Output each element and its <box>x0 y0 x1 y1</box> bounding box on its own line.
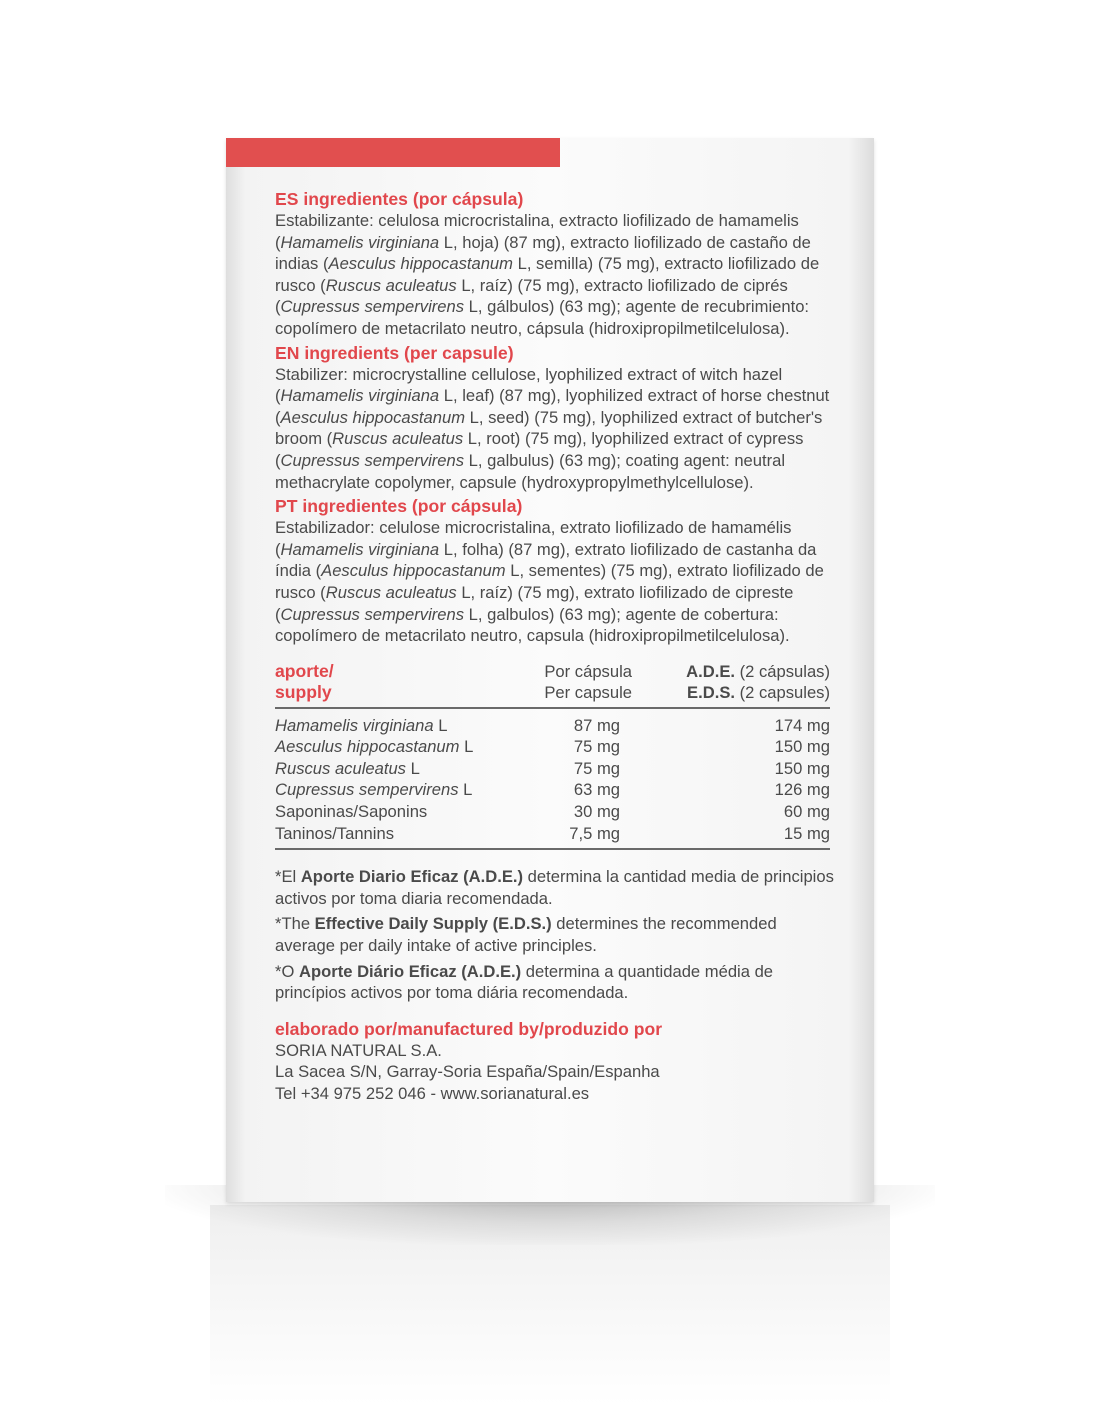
per-capsule-header: Por cápsula Per capsule <box>544 661 632 702</box>
supply-row-daily: 174 mg <box>774 715 830 735</box>
footnote-en: *The Effective Daily Supply (E.D.S.) determines the recommended average per daily intake of active principles. <box>275 914 777 956</box>
supply-row-daily: 150 mg <box>774 737 830 757</box>
supply-row-daily: 60 mg <box>783 802 830 822</box>
supply-row-per-capsule: 7,5 mg <box>569 823 620 843</box>
supply-row-per-capsule: 75 mg <box>573 758 620 778</box>
supply-row <box>275 708 830 737</box>
supply-label: aporte/ supply <box>275 660 334 702</box>
footnotes <box>275 866 835 1004</box>
manufacturer-heading: elaborado por/manufactured by/produzido por <box>275 1018 663 1039</box>
supply-row-name: Aesculus hippocastanum L <box>275 737 474 757</box>
supply-row <box>275 758 830 780</box>
ingredients-pt-heading: PT ingredientes (por cápsula) <box>275 496 523 517</box>
supply-row-name: Taninos/Tannins <box>275 823 394 843</box>
supply-row-daily: 126 mg <box>774 780 830 800</box>
supply-row-name: Cupressus sempervirens L <box>275 780 473 800</box>
supply-row-name: Ruscus aculeatus L <box>275 758 420 778</box>
label-content <box>275 188 835 1105</box>
supply-row-per-capsule: 75 mg <box>573 737 620 757</box>
supply-row-per-capsule: 63 mg <box>573 780 620 800</box>
ingredients-es <box>275 188 835 340</box>
supply-row-daily: 150 mg <box>774 758 830 778</box>
supply-row-daily: 15 mg <box>783 823 830 843</box>
supply-row-name: Saponinas/Saponins <box>275 802 428 822</box>
supply-table-header <box>275 661 830 708</box>
ingredients-en <box>275 342 835 494</box>
footnote-pt: *O Aporte Diário Eficaz (A.D.E.) determina a quantidade média de princípios activos por toma diária recomendada. <box>275 961 774 1003</box>
manufacturer-block <box>275 1018 835 1105</box>
ingredients-en-text: Stabilizer: microcrystalline cellulose, lyophilized extract of witch hazel (Hamamelis virginiana L, leaf) (87 mg), lyophilized extract of horse chestnut (Aesculus hippocastanum L, seed) (75 mg), lyophilized extract of butcher's broom (Ruscus aculeatus L, root) (75 mg), lyophilized extract of cypress (Cupressus sempervirens L, galbulus) (63 mg); coating agent: neutral methacrylate copolymer, capsule (hydroxypropylmethylcellulose). <box>275 364 830 492</box>
manufacturer-company: SORIA NATURAL S.A. <box>275 1040 442 1060</box>
supply-row <box>275 736 830 758</box>
red-accent-band <box>226 138 560 167</box>
supply-table-body <box>275 708 830 850</box>
ingredients-en-heading: EN ingredients (per capsule) <box>275 342 514 363</box>
footnote-es: *El Aporte Diario Eficaz (A.D.E.) determina la cantidad media de principios activos por toma diaria recomendada. <box>275 867 834 908</box>
manufacturer-address: La Sacea S/N, Garray-Soria España/Spain/Espanha <box>275 1062 660 1082</box>
supply-table <box>275 661 830 851</box>
ingredients-pt <box>275 495 835 647</box>
supply-row-per-capsule: 30 mg <box>573 802 620 822</box>
ingredients-pt-text: Estabilizador: celulose microcristalina, extrato liofilizado de hamamélis (Hamamelis virginiana L, folha) (87 mg), extrato liofilizado de castanha da índia (Aesculus hippocastanum L, sementes) (75 mg), extrato liofilizado de rusco (Ruscus aculeatus L, raíz) (75 mg), extrato liofilizado de cipreste (Cupressus sempervirens L, galbulos) (63 mg); agente de cobertura: copolímero de metacrilato neutro, capsula (hidroxipropilmetilcelulosa). <box>275 518 824 646</box>
supply-row <box>275 801 830 823</box>
manufacturer-contact: Tel +34 975 252 046 - www.sorianatural.es <box>275 1084 590 1103</box>
supply-row <box>275 823 830 850</box>
ingredients-es-heading: ES ingredientes (por cápsula) <box>275 189 524 209</box>
product-box-back <box>226 138 874 1202</box>
ingredients-es-text: Estabilizante: celulosa microcristalina, extracto liofilizado de hamamelis (Hamamelis virginiana L, hoja) (87 mg), extracto liofilizado de castaño de indias (Aesculus hippocastanum L, semilla) (75 mg), extracto liofilizado de rusco (Ruscus aculeatus L, raíz) (75 mg), extracto liofilizado de ciprés (Cupressus sempervirens L, gálbulos) (63 mg); agente de recubrimiento: copolímero de metacrilato neutro, cápsula (hidroxipropilmetilcelulosa). <box>275 211 820 338</box>
daily-supply-header: A.D.E. (2 cápsulas) E.D.S. (2 capsules) <box>686 661 830 702</box>
supply-row <box>275 779 830 801</box>
supply-row-per-capsule: 87 mg <box>573 715 620 735</box>
supply-row-name: Hamamelis virginiana L <box>275 715 448 735</box>
